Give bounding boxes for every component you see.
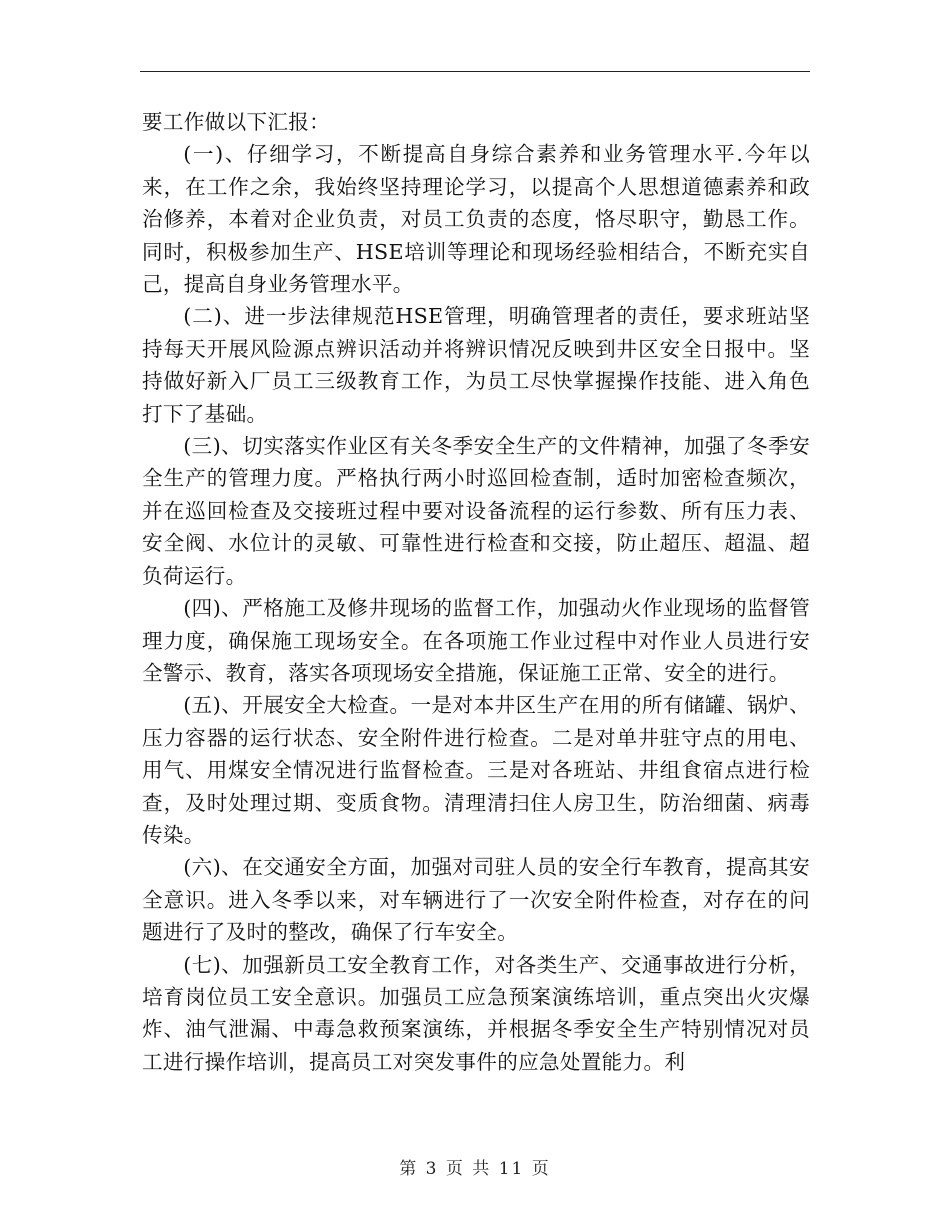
- paragraph-7: (七)、加强新员工安全教育工作，对各类生产、交通事故进行分析，培育岗位员工安全意识。加强员工应急预案演练培训，重点突出火灾爆炸、油气泄漏、中毒急救预案演练，并根据冬季安全生产特别情况对员工进行操作培训，提高员工对突发事件的应急处置能力。利: [142, 952, 810, 1074]
- paragraph-4: (四)、严格施工及修井现场的监督工作，加强动火作业现场的监督管理力度，确保施工现场安全。在各项施工作业过程中对作业人员进行安全警示、教育，落实各项现场安全措施，保证施工正常、安全的进行。: [142, 596, 810, 685]
- paragraph-6: (六)、在交通安全方面，加强对司驻人员的安全行车教育，提高其安全意识。进入冬季以来，对车辆进行了一次安全附件检查，对存在的问题进行了及时的整改，确保了行车安全。: [142, 855, 810, 945]
- document-body: [142, 106, 810, 1078]
- paragraph-5: (五)、开展安全大检查。一是对本井区生产在用的所有储罐、锅炉、压力容器的运行状态、安全附件进行检查。二是对单井驻守点的用电、用气、用煤安全情况进行监督检查。三是对各班站、井组食宿点进行检查，及时处理过期、变质食物。清理清扫住人房卫生，防治细菌、病毒传染。: [142, 693, 810, 847]
- paragraph-2: (二)、进一步法律规范HSE管理，明确管理者的责任，要求班站坚持每天开展风险源点辨识活动并将辨识情况反映到井区安全日报中。坚持做好新入厂员工三级教育工作，为员工尽快掌握操作技能、进入角色打下了基础。: [142, 304, 810, 426]
- header-divider: [140, 71, 810, 72]
- paragraph-3: (三)、切实落实作业区有关冬季安全生产的文件精神，加强了冬季安全生产的管理力度。严格执行两小时巡回检查制，适时加密检查频次，并在巡回检查及交接班过程中要对设备流程的运行参数、所有压力表、安全阀、水位计的灵敏、可靠性进行检查和交接，防止超压、超温、超负荷运行。: [142, 434, 810, 588]
- paragraph-intro: 要工作做以下汇报：: [142, 110, 331, 134]
- paragraph-1: (一)、仔细学习，不断提高自身综合素养和业务管理水平.今年以来，在工作之余，我始终坚持理论学习，以提高个人思想道德素养和政治修养，本着对企业负责，对员工负责的态度，恪尽职守，勤恳工作。同时，积极参加生产、HSE培训等理论和现场经验相结合，不断充实自己，提高自身业务管理水平。: [142, 142, 810, 297]
- page-footer: 第 3 页 共 11 页: [399, 1159, 551, 1179]
